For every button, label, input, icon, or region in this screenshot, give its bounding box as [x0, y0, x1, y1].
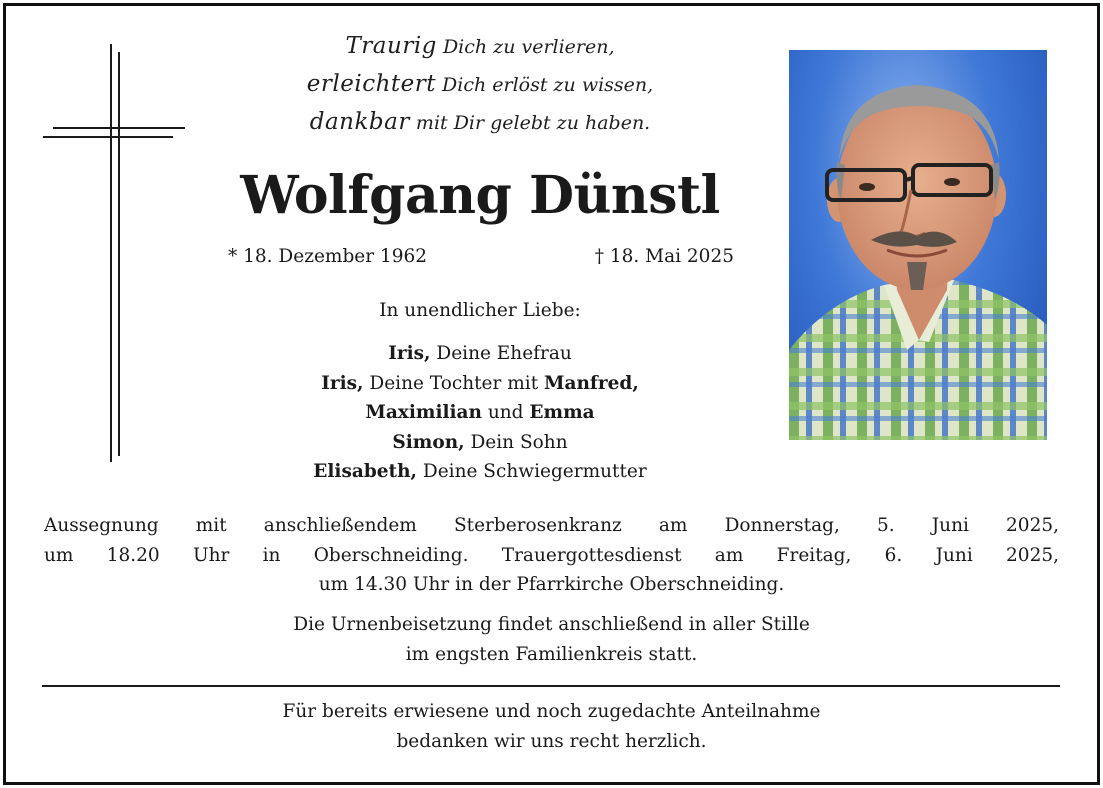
mourner-name: Emma — [529, 402, 595, 423]
mourner-name: Maximilian — [365, 402, 482, 423]
mourner-name: Iris, — [321, 372, 364, 394]
mourners-intro: In unendlicher Liebe: — [379, 300, 581, 321]
deceased-name: Wolfgang Dünstl — [240, 165, 720, 226]
quote-text: Dich erlöst zu wissen, — [442, 74, 654, 96]
memorial-quote — [200, 28, 760, 142]
life-dates — [228, 244, 734, 270]
mourner-relation: Deine Tochter mit — [363, 372, 545, 394]
mourner-line — [200, 428, 760, 458]
urn-info — [44, 610, 1059, 669]
service-info — [44, 511, 1059, 600]
mourner-name: Simon, — [392, 431, 465, 453]
portrait-photo — [789, 50, 1047, 440]
quote-text: mit Dir gelebt zu haben. — [415, 112, 651, 134]
mourner-line — [200, 457, 760, 487]
thanks-note — [44, 697, 1059, 757]
service-line: um 18.20 Uhr in Oberschneiding. Trauergottesdienst am Freitag, 6. Juni 2025, — [44, 544, 1059, 566]
service-line: Aussegnung mit anschließendem Sterberosenkranz am Donnerstag, 5. Juni 2025, — [44, 515, 1059, 536]
quote-line-2 — [200, 66, 760, 104]
service-line: um 14.30 Uhr in der Pfarrkirche Oberschneiding. — [318, 574, 785, 595]
mourner-relation: und — [481, 402, 530, 423]
quote-keyword: erleichtert — [306, 71, 436, 97]
mourner-line — [200, 398, 760, 428]
urn-line: im engsten Familienkreis statt. — [405, 643, 698, 665]
thanks-line: bedanken wir uns recht herzlich. — [396, 731, 707, 752]
urn-line: Die Urnenbeisetzung findet anschließend in aller Stille — [293, 614, 810, 635]
death-date: † 18. Mai 2025 — [594, 246, 734, 267]
mourner-name: Elisabeth, — [313, 461, 417, 482]
cross-icon — [43, 44, 188, 464]
quote-line-1 — [200, 28, 760, 66]
mourner-name: Manfred, — [544, 372, 639, 394]
portrait-illustration — [789, 50, 1047, 440]
mourner-relation: Deine Schwiegermutter — [416, 461, 647, 482]
birth-date: * 18. Dezember 1962 — [228, 246, 428, 267]
quote-keyword: Traurig — [345, 33, 437, 59]
divider — [42, 685, 1060, 687]
thanks-line: Für bereits erwiesene und noch zugedachte Anteilnahme — [282, 701, 821, 722]
quote-keyword: dankbar — [309, 109, 410, 135]
mourner-line — [200, 369, 760, 399]
mourner-relation: Dein Sohn — [464, 431, 568, 453]
quote-line-3 — [200, 104, 760, 142]
quote-text: Dich zu verlieren, — [442, 36, 615, 58]
mourner-relation: Deine Ehefrau — [430, 343, 572, 364]
mourner-name: Iris, — [388, 343, 431, 364]
mourners-list — [200, 339, 760, 487]
mourner-line — [200, 339, 760, 369]
